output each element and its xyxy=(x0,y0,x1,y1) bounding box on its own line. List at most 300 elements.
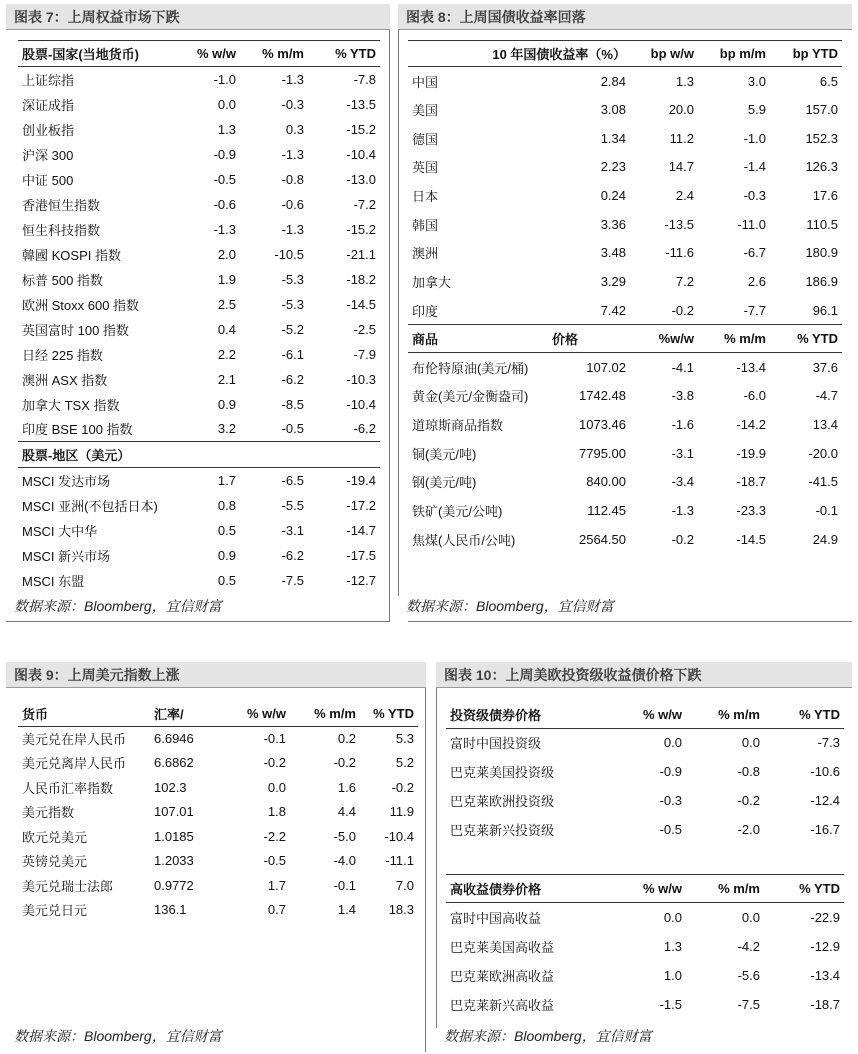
cell-value: %w/w xyxy=(630,325,698,353)
cell-value: -15.2 xyxy=(346,221,376,237)
cell-value: -5.2 xyxy=(281,321,304,337)
cell-value: -17.2 xyxy=(346,497,376,513)
table-row xyxy=(408,439,842,468)
table-row xyxy=(446,990,844,1019)
row-label: 美国 xyxy=(412,103,439,119)
cell-value: -5.6 xyxy=(737,967,760,983)
cell-value: -11.1 xyxy=(385,853,414,869)
cell-value: 112.45 xyxy=(587,502,626,518)
cell-value: -7.5 xyxy=(737,996,760,1012)
cell-value: -0.1 xyxy=(333,877,356,893)
row-label: 美元兑离岸人民币 xyxy=(22,756,127,772)
cell-value: -0.5 xyxy=(281,421,304,437)
cell-value: -19.4 xyxy=(346,472,376,488)
cell-value: 18.3 xyxy=(388,902,414,918)
cell-value: 1742.48 xyxy=(579,388,626,404)
cell-value: 1.7 xyxy=(217,472,236,488)
cell-value: -0.2 xyxy=(671,531,694,547)
cell-value: -12.4 xyxy=(810,793,840,808)
header-row xyxy=(18,41,380,67)
cell-value: -6.0 xyxy=(743,388,766,404)
row-label: 德国 xyxy=(412,131,439,147)
row-label: 日经 225 指数 xyxy=(22,347,103,363)
table-row xyxy=(446,786,844,815)
figure-8-panel xyxy=(398,4,852,622)
cell-value: -3.4 xyxy=(671,474,694,490)
table-row xyxy=(18,367,380,392)
cell-value: % YTD xyxy=(360,702,418,726)
row-label: 英国 xyxy=(412,160,439,176)
cell-value: -7.7 xyxy=(743,302,766,318)
row-label: 深证成指 xyxy=(22,97,75,113)
column-header: bp m/m xyxy=(698,41,770,67)
row-label: 中国 xyxy=(412,74,439,90)
figure-9-source: 数据来源：Bloomberg，宜信财富 xyxy=(14,1028,222,1044)
row-label: 富时中国高收益 xyxy=(450,910,542,926)
row-label: 标普 500 指数 xyxy=(22,272,103,288)
table-row xyxy=(18,751,418,776)
table-row xyxy=(18,167,380,192)
high-yield-table xyxy=(446,874,844,1019)
table-row xyxy=(18,800,418,825)
table-row xyxy=(18,726,418,751)
cell-value: 1.4 xyxy=(337,902,356,918)
cell-value: 2.23 xyxy=(600,159,626,175)
cell-value: % m/m xyxy=(290,702,360,726)
cell-value: -4.2 xyxy=(737,938,760,954)
cell-value: -1.0 xyxy=(743,130,766,146)
cell-value: % m/m xyxy=(686,702,764,728)
cell-value: -14.5 xyxy=(736,531,766,547)
cell-value: -10.4 xyxy=(346,396,376,412)
row-label: 焦煤(人民币/公吨) xyxy=(412,532,516,548)
row-label: 投资级债券价格 xyxy=(446,702,616,728)
row-label: 美元兑瑞士法郎 xyxy=(22,878,114,894)
cell-value: 5.2 xyxy=(395,755,414,771)
cell-value: % m/m xyxy=(698,325,770,353)
table-row xyxy=(408,467,842,496)
cell-value: 1.0 xyxy=(663,967,682,983)
cell-value: 180.9 xyxy=(805,245,838,261)
figure-9-right-border xyxy=(425,688,426,1052)
cell-value: -11.0 xyxy=(737,216,766,232)
figure-10-title: 图表 10：上周美欧投资级收益债价格下跌 xyxy=(436,662,852,688)
cell-value: 186.9 xyxy=(805,274,838,290)
row-label: 澳洲 ASX 指数 xyxy=(22,372,108,388)
table-row xyxy=(408,381,842,410)
cell-value: 0.0 xyxy=(741,909,760,925)
cell-value: 13.4 xyxy=(812,416,838,432)
cell-value: 107.01 xyxy=(154,804,194,820)
cell-value: -0.6 xyxy=(213,196,236,212)
row-label: 澳洲 xyxy=(412,246,439,262)
cell-value: 3.36 xyxy=(600,216,626,232)
figure-8-left-border xyxy=(398,30,399,596)
row-label: 高收益债券价格 xyxy=(446,875,616,903)
table-row xyxy=(18,117,380,142)
cell-value: 0.7 xyxy=(267,902,286,918)
cell-value: -0.8 xyxy=(281,171,304,187)
row-label: 美元兑日元 xyxy=(22,903,88,919)
cell-value: 2564.50 xyxy=(579,531,626,547)
header-row xyxy=(408,325,842,353)
cell-value: -0.8 xyxy=(737,764,760,779)
figure-7-right-border xyxy=(389,30,390,622)
row-label: 中证 500 xyxy=(22,172,74,188)
row-label: 铜(美元/吨) xyxy=(412,446,477,462)
cell-value: -18.7 xyxy=(810,996,840,1012)
figure-7-title: 图表 7：上周权益市场下跌 xyxy=(6,4,390,30)
row-label: 恒生科技指数 xyxy=(22,222,101,238)
investment-grade-table xyxy=(446,702,844,844)
row-label: 印度 xyxy=(412,303,439,319)
table-row xyxy=(18,849,418,874)
row-label: 日本 xyxy=(412,189,439,205)
cell-value: -4.7 xyxy=(815,388,838,404)
cell-value: -11.6 xyxy=(665,245,694,261)
cell-value: -0.2 xyxy=(391,779,414,795)
cell-value: 7795.00 xyxy=(579,445,626,461)
cell-value: -6.2 xyxy=(281,371,304,387)
cell-value: -1.0 xyxy=(213,71,236,87)
cell-value: 1.3 xyxy=(663,938,682,954)
cell-value: -2.5 xyxy=(353,321,376,337)
row-label: 英国富时 100 指数 xyxy=(22,322,129,338)
cell-value: 2.4 xyxy=(675,188,694,204)
section-header-row xyxy=(18,442,380,468)
row-label: 香港恒生指数 xyxy=(22,197,101,213)
cell-value: -14.2 xyxy=(736,416,766,432)
cell-value: -0.2 xyxy=(333,755,356,771)
row-label: 道琼斯商品指数 xyxy=(412,417,504,433)
cell-value: 1.7 xyxy=(267,877,286,893)
cell-value: 0.24 xyxy=(600,188,626,204)
table-row xyxy=(18,67,380,92)
cell-value: -5.0 xyxy=(333,828,356,844)
cell-value: 2.1 xyxy=(217,371,236,387)
cell-value: -8.5 xyxy=(281,396,304,412)
row-label: MSCI 大中华 xyxy=(22,523,98,539)
figure-7-source: 数据来源：Bloomberg，宜信财富 xyxy=(14,598,222,614)
table-row xyxy=(408,496,842,525)
table-row xyxy=(18,898,418,923)
cell-value: -0.1 xyxy=(815,502,838,518)
cell-value: 6.5 xyxy=(819,73,838,89)
cell-value: 2.6 xyxy=(747,274,766,290)
cell-value: -0.5 xyxy=(213,171,236,187)
cell-value: -6.2 xyxy=(281,547,304,563)
table-row xyxy=(408,153,842,182)
cell-value: -18.7 xyxy=(736,474,766,490)
table-row xyxy=(18,873,418,898)
cell-value: 2.5 xyxy=(217,296,236,312)
cell-value: % m/m xyxy=(686,875,764,903)
cell-value: -6.1 xyxy=(281,346,304,362)
table-row xyxy=(446,815,844,844)
cell-value: 20.0 xyxy=(668,102,694,118)
figure-10-panel xyxy=(436,662,852,1052)
cell-value: -0.2 xyxy=(671,302,694,318)
cell-value: 6.6946 xyxy=(154,731,194,746)
cell-value: -6.2 xyxy=(353,421,376,437)
cell-value: 7.0 xyxy=(395,877,414,893)
cell-value: 0.8 xyxy=(217,497,236,513)
cell-value: -12.7 xyxy=(346,572,376,588)
cell-value: 2.84 xyxy=(600,73,626,89)
cell-value: -1.6 xyxy=(671,416,694,432)
table-row xyxy=(408,239,842,268)
row-label: 人民币汇率指数 xyxy=(22,780,114,796)
cell-value: -0.3 xyxy=(281,96,304,112)
cell-value: -7.3 xyxy=(817,735,840,751)
cell-value: -2.2 xyxy=(263,828,286,844)
table-row xyxy=(408,181,842,210)
cell-value: -18.2 xyxy=(346,271,376,287)
cell-value: -1.3 xyxy=(281,146,304,162)
cell-value: 14.7 xyxy=(668,159,694,175)
row-label: 富时中国投资级 xyxy=(450,736,542,752)
table-row xyxy=(18,568,380,593)
cell-value: -1.3 xyxy=(281,71,304,87)
row-label: 英镑兑美元 xyxy=(22,854,88,870)
figure-7-bottom-border xyxy=(6,621,390,622)
row-label: 印度 BSE 100 指数 xyxy=(22,422,133,438)
figure-10-left-border xyxy=(436,688,437,1028)
row-label: MSCI 发达市场 xyxy=(22,473,111,489)
cell-value: 0.2 xyxy=(337,731,356,746)
row-label: 欧洲 Stoxx 600 指数 xyxy=(22,297,140,313)
table-row xyxy=(18,392,380,417)
figure-9-panel xyxy=(6,662,426,1052)
row-label: 加拿大 xyxy=(412,275,452,291)
cell-value: -10.4 xyxy=(384,828,414,844)
cell-value: 110.5 xyxy=(806,216,838,232)
cell-value: % w/w xyxy=(616,702,686,728)
cell-value: -3.1 xyxy=(281,522,304,538)
cell-value: -0.5 xyxy=(263,853,286,869)
cell-value: -22.9 xyxy=(810,909,840,925)
table-row xyxy=(408,67,842,96)
cell-value: 102.3 xyxy=(154,779,187,795)
cell-value: -13.5 xyxy=(346,96,376,112)
row-label: 美元兑在岸人民币 xyxy=(22,732,127,747)
cell-value: 157.0 xyxy=(805,102,838,118)
cell-value: -0.3 xyxy=(743,188,766,204)
cell-value: -1.4 xyxy=(743,159,766,175)
row-label: 加拿大 TSX 指数 xyxy=(22,397,120,413)
cell-value: 7.42 xyxy=(600,302,626,318)
table-row xyxy=(18,217,380,242)
header-row xyxy=(18,702,418,726)
cell-value: -13.0 xyxy=(346,171,376,187)
cell-value: -41.5 xyxy=(808,474,838,490)
cell-value: 96.1 xyxy=(812,302,838,318)
cell-value: 0.0 xyxy=(663,735,682,751)
cell-value: -16.7 xyxy=(810,822,840,837)
cell-value: -14.7 xyxy=(346,522,376,538)
cell-value: -19.9 xyxy=(736,445,766,461)
cell-value: % w/w xyxy=(616,875,686,903)
cell-value: 0.9772 xyxy=(154,877,194,893)
table-row xyxy=(18,468,380,493)
figure-7-panel xyxy=(6,4,390,622)
table-row xyxy=(408,95,842,124)
cell-value: -13.4 xyxy=(810,967,840,983)
row-label: 巴克莱新兴投资级 xyxy=(450,823,555,838)
row-label: 钢(美元/吨) xyxy=(412,475,477,491)
cell-value: 汇率/ xyxy=(150,702,222,726)
cell-value: 17.6 xyxy=(812,188,838,204)
table-row xyxy=(446,932,844,961)
cell-value: -21.1 xyxy=(346,246,376,262)
cell-value: 136.1 xyxy=(154,902,187,918)
cell-value: -17.5 xyxy=(346,547,376,563)
row-label: 巴克莱欧洲投资级 xyxy=(450,794,555,809)
table-row xyxy=(408,124,842,153)
table-row xyxy=(18,267,380,292)
cell-value: -0.9 xyxy=(213,146,236,162)
cell-value: 4.4 xyxy=(337,804,356,820)
cell-value: 5.9 xyxy=(747,102,766,118)
cell-value: % YTD xyxy=(770,325,842,353)
row-label: 上证综指 xyxy=(22,72,75,88)
table-row xyxy=(446,961,844,990)
table-row xyxy=(18,518,380,543)
cell-value: 1073.46 xyxy=(579,416,626,432)
cell-value: -10.3 xyxy=(346,371,376,387)
table-row xyxy=(446,903,844,932)
cell-value: -3.1 xyxy=(671,445,694,461)
table-row xyxy=(408,210,842,239)
table-row xyxy=(18,493,380,518)
cell-value: -0.6 xyxy=(281,196,304,212)
cell-value: 3.08 xyxy=(600,102,626,118)
table-row xyxy=(18,242,380,267)
cell-value: 107.02 xyxy=(586,359,626,375)
cell-value: % m/m xyxy=(240,41,308,67)
cell-value: 1.9 xyxy=(217,271,236,287)
cell-value: 3.29 xyxy=(600,274,626,290)
figure-10-source: 数据来源：Bloomberg，宜信财富 xyxy=(444,1028,652,1044)
column-header: bp YTD xyxy=(770,41,842,67)
cell-value: 0.0 xyxy=(267,779,286,795)
table-row xyxy=(446,728,844,757)
row-label: 韩国 xyxy=(412,217,439,233)
cell-value: -7.9 xyxy=(353,346,376,362)
cell-value: -6.7 xyxy=(743,245,766,261)
cell-value: -2.0 xyxy=(737,822,760,837)
cell-value: -0.9 xyxy=(659,764,682,779)
table-row xyxy=(18,824,418,849)
cell-value: 24.9 xyxy=(812,531,838,547)
cell-value: -1.3 xyxy=(671,502,694,518)
table-row xyxy=(408,525,842,554)
cell-value: 11.2 xyxy=(669,130,694,146)
cell-value: 1.34 xyxy=(600,130,626,146)
table-row xyxy=(408,267,842,296)
cell-value: 0.5 xyxy=(217,522,236,538)
row-label: 欧元兑美元 xyxy=(22,829,88,845)
cell-value: 37.6 xyxy=(812,359,838,375)
cell-value: % YTD xyxy=(308,41,380,67)
row-label: MSCI 新兴市场 xyxy=(22,548,111,564)
row-label: 商品 xyxy=(408,325,548,353)
cell-value: 0.4 xyxy=(217,321,236,337)
table-row xyxy=(18,92,380,117)
cell-value: 840.00 xyxy=(586,474,626,490)
cell-value: -5.5 xyxy=(281,497,304,513)
cell-value: 0.3 xyxy=(285,121,304,137)
row-label: MSCI 东盟 xyxy=(22,573,85,589)
cell-value: -7.2 xyxy=(353,196,376,212)
cell-value: -1.5 xyxy=(659,996,682,1012)
cell-value: 3.48 xyxy=(600,245,626,261)
row-label: 巴克莱美国高收益 xyxy=(450,939,555,955)
table-row xyxy=(18,417,380,442)
header-row xyxy=(446,875,844,903)
cell-value: -23.3 xyxy=(736,502,766,518)
bond-commodity-table xyxy=(408,40,842,554)
cell-value: -1.3 xyxy=(281,221,304,237)
currency-table xyxy=(18,702,418,922)
cell-value: % YTD xyxy=(764,702,844,728)
row-label: 铁矿(美元/公吨) xyxy=(412,503,503,519)
cell-value: 2.2 xyxy=(217,346,236,362)
table-row xyxy=(408,410,842,439)
cell-value: -1.3 xyxy=(213,221,236,237)
row-label: 韓國 KOSPI 指数 xyxy=(22,247,121,263)
row-label: 黄金(美元/金衡盎司) xyxy=(412,389,529,405)
cell-value: 6.6862 xyxy=(154,755,194,771)
cell-value: 1.8 xyxy=(267,804,286,820)
table-row xyxy=(18,292,380,317)
table-row xyxy=(408,296,842,325)
cell-value: 0.5 xyxy=(217,572,236,588)
cell-value: -7.5 xyxy=(281,572,304,588)
cell-value: -13.5 xyxy=(664,216,694,232)
cell-value: -0.1 xyxy=(263,731,286,746)
figure-8-source: 数据来源：Bloomberg，宜信财富 xyxy=(406,598,614,614)
header-row xyxy=(446,702,844,728)
cell-value: -4.1 xyxy=(671,359,694,375)
row-label: 股票-国家(当地货币) xyxy=(18,41,178,67)
column-header: 10 年国债收益率（%） xyxy=(408,41,630,67)
cell-value: -15.2 xyxy=(346,121,376,137)
header-row xyxy=(408,41,842,67)
cell-value: -10.5 xyxy=(274,246,304,262)
column-header: bp w/w xyxy=(630,41,698,67)
cell-value: -0.5 xyxy=(659,822,682,837)
row-label: 巴克莱美国投资级 xyxy=(450,765,555,780)
row-label: 美元指数 xyxy=(22,805,75,821)
cell-value: 1.2033 xyxy=(154,853,194,869)
cell-value: -5.3 xyxy=(281,296,304,312)
row-label: 沪深 300 xyxy=(22,147,74,163)
cell-value: 0.9 xyxy=(217,396,236,412)
cell-value: 0.0 xyxy=(217,96,236,112)
cell-value: 0.0 xyxy=(741,735,760,751)
cell-value: -7.8 xyxy=(353,71,376,87)
cell-value: -3.8 xyxy=(671,388,694,404)
cell-value: -14.5 xyxy=(346,296,376,312)
row-label: 巴克莱新兴高收益 xyxy=(450,997,555,1013)
cell-value: -20.0 xyxy=(808,445,838,461)
cell-value: -0.3 xyxy=(659,793,682,808)
table-row xyxy=(18,543,380,568)
cell-value: -5.3 xyxy=(281,271,304,287)
cell-value: 1.3 xyxy=(217,121,236,137)
cell-value: -4.0 xyxy=(333,853,356,869)
